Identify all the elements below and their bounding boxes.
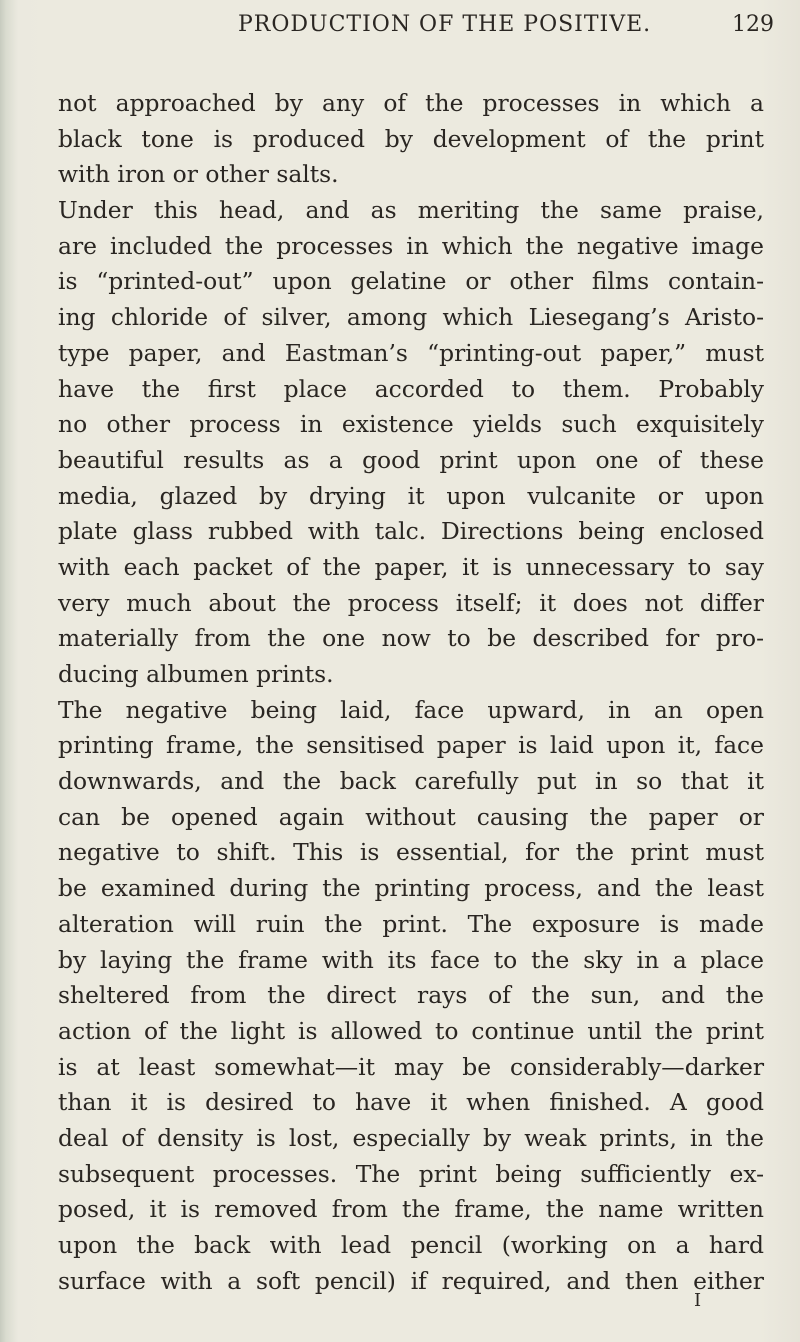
text-line: negative to shift. This is essential, for the print must (58, 838, 764, 867)
text-line: very much about the process itself; it does not differ (58, 588, 764, 617)
text-line: are included the processes in which the negative image (58, 231, 764, 260)
text-line: alteration will ruin the print. The exposure is made (58, 909, 764, 938)
text-line: action of the light is allowed to continue until the print (58, 1016, 764, 1045)
text-line: be examined during the printing process, and the least (58, 874, 764, 903)
text-line: no other process in existence yields such exquisitely (58, 410, 764, 439)
running-title: PRODUCTION OF THE POSITIVE. (238, 12, 652, 37)
text-line: with iron or other salts. (58, 160, 339, 189)
text-line: The negative being laid, face upward, in an open (58, 695, 764, 724)
text-line: black tone is produced by development of the print (58, 124, 764, 153)
text-line: ducing albumen prints. (58, 660, 334, 688)
text-line: deal of density is lost, especially by weak prints, in the (58, 1123, 764, 1152)
text-line: plate glass rubbed with talc. Directions being enclosed (58, 517, 764, 546)
signature-mark: I (694, 1290, 702, 1311)
text-line: not approached by any of the processes in which a (58, 89, 764, 117)
text-line: with each packet of the paper, it is unnecessary to say (58, 552, 764, 581)
page-number: 129 (732, 12, 774, 37)
text-line: is “printed-out” upon gelatine or other films contain- (58, 267, 764, 296)
body-text (58, 86, 764, 1299)
text-line: beautiful results as a good print upon one of these (58, 445, 764, 474)
text-line: posed, it is removed from the frame, the name written (58, 1195, 764, 1224)
text-line: media, glazed by drying it upon vulcanite or upon (58, 481, 764, 510)
text-line: have the first place accorded to them. Probably (58, 374, 764, 403)
text-line: surface with a soft pencil) if required, and then either (58, 1266, 764, 1295)
text-line: by laying the frame with its face to the sky in a place (58, 945, 764, 974)
text-line: printing frame, the sensitised paper is laid upon it, face (58, 731, 764, 760)
text-line: can be opened again without causing the paper or (58, 802, 764, 831)
running-head (0, 8, 800, 38)
text-line: downwards, and the back carefully put in so that it (58, 767, 764, 796)
text-line: is at least somewhat—it may be considerably—darker (58, 1052, 764, 1081)
text-line: type paper, and Eastman’s “printing-out paper,” must (58, 338, 764, 367)
text-line: ing chloride of silver, among which Liesegang’s Aristo- (58, 303, 764, 332)
text-line: Under this head, and as meriting the same praise, (58, 196, 764, 225)
text-line: upon the back with lead pencil (working on a hard (58, 1231, 764, 1259)
text-line: sheltered from the direct rays of the sun, and the (58, 981, 764, 1010)
text-line: subsequent processes. The print being sufficiently ex- (58, 1159, 764, 1188)
text-line: materially from the one now to be described for pro- (58, 624, 764, 653)
text-line: than it is desired to have it when finished. A good (58, 1088, 764, 1117)
